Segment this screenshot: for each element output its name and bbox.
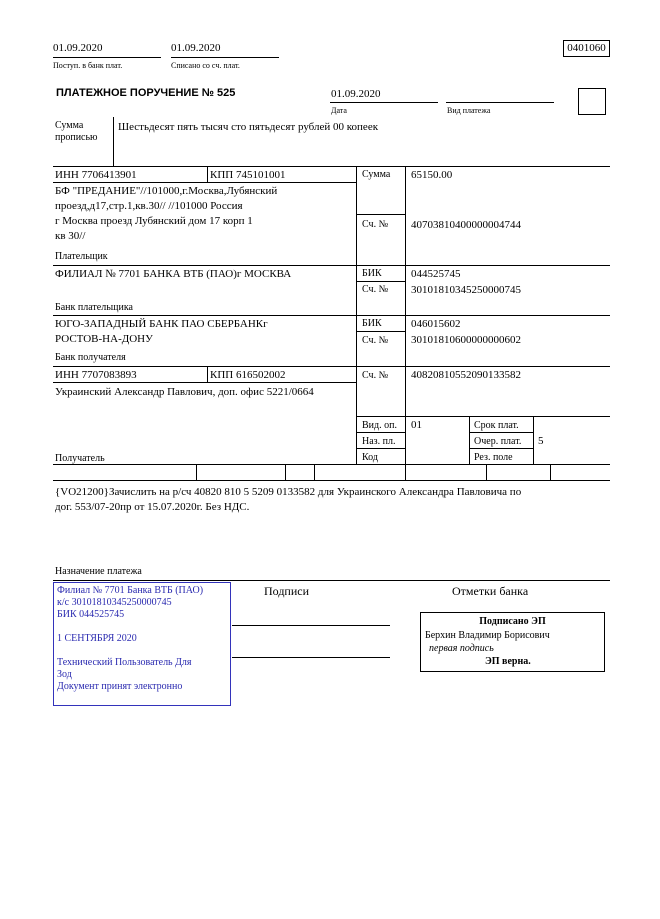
payer-account-label: Сч. №	[362, 219, 389, 230]
date-received: 01.09.2020	[53, 42, 103, 54]
payer-inn: ИНН 7706413901	[55, 169, 137, 181]
rez-label: Рез. поле	[474, 452, 513, 463]
purpose-line-2: дог. 553/07-20пр от 15.07.2020г. Без НДС.	[55, 501, 250, 513]
payer-bank-label: Банк плательщика	[55, 302, 133, 313]
purpose-line-1: {VO21200}Зачислить на р/сч 40820 810 5 5209 0133582 для Украинского Александра Павловича по	[55, 486, 522, 498]
date-debited: 01.09.2020	[171, 42, 221, 54]
payee-bank-name-2: РОСТОВ-НА-ДОНУ	[55, 333, 153, 345]
payer-name-3: г Москва проезд Лубянский дом 17 корп 1	[55, 215, 253, 227]
payee-bank-acc-label: Сч. №	[362, 335, 389, 346]
payee-bank-name-1: ЮГО-ЗАПАДНЫЙ БАНК ПАО СБЕРБАНКг	[55, 318, 268, 330]
payer-account: 40703810400000004744	[411, 219, 521, 231]
date-received-label: Поступ. в банк плат.	[53, 61, 123, 70]
stamp-line-4: 1 СЕНТЯБРЯ 2020	[57, 633, 137, 644]
kod-label: Код	[362, 452, 378, 463]
ep-name: Берхин Владимир Борисович	[425, 630, 550, 641]
document-date: 01.09.2020	[331, 88, 381, 100]
payee-name: Украинский Александр Павлович, доп. офис 5221/0664	[55, 386, 314, 398]
signatures-label: Подписи	[264, 584, 310, 598]
stamp-line-2: к/с 30101810345250000745	[57, 597, 172, 608]
ep-role: первая подпись	[429, 643, 494, 654]
date-debited-label: Списано со сч. плат.	[171, 61, 240, 70]
payer-kpp: КПП 745101001	[210, 169, 286, 181]
stamp-line-7: Документ принят электронно	[57, 681, 183, 692]
stamp-line-5: Технический Пользователь Для	[57, 657, 192, 668]
payee-bank-bik: 046015602	[411, 318, 461, 330]
stamp-line-6: Зод	[57, 669, 72, 680]
naz-label: Наз. пл.	[362, 436, 396, 447]
payer-bank-bik: 044525745	[411, 268, 461, 280]
payee-label: Получатель	[55, 453, 105, 464]
payment-type-box	[578, 88, 606, 115]
payee-acc-label: Сч. №	[362, 370, 389, 381]
payer-name-4: кв 30//	[55, 230, 86, 242]
payee-inn: ИНН 7707083893	[55, 369, 137, 381]
vid-op-value: 01	[411, 419, 422, 431]
payer-name-1: БФ "ПРЕДАНИЕ"//101000,г.Москва,Лубянский	[55, 185, 278, 197]
form-code: 0401060	[563, 40, 610, 57]
payer-name-2: проезд,д17,стр.1,кв.30// //101000 Россия	[55, 200, 243, 212]
stamp-line-3: БИК 044525745	[57, 609, 125, 620]
payment-type-label: Вид платежа	[447, 106, 491, 115]
amount-words-label-1: Сумма	[55, 120, 84, 131]
bank-marks-label: Отметки банка	[452, 584, 529, 598]
payee-bank-acc: 30101810600000000602	[411, 334, 521, 346]
ocher-value: 5	[538, 435, 544, 447]
amount-label: Сумма	[362, 169, 391, 180]
payer-bank-acc-label: Сч. №	[362, 284, 389, 295]
stamp-line-1: Филиал № 7701 Банка ВТБ (ПАО)	[57, 585, 204, 596]
payer-bank-name: ФИЛИАЛ № 7701 БАНКА ВТБ (ПАО)г МОСКВА	[55, 268, 292, 280]
payer-bank-bik-label: БИК	[362, 268, 382, 279]
payee-bank-label: Банк получателя	[55, 352, 126, 363]
ocher-label: Очер. плат.	[474, 436, 522, 447]
document-title: ПЛАТЕЖНОЕ ПОРУЧЕНИЕ № 525	[56, 87, 236, 99]
amount-words-label-2: прописью	[55, 132, 98, 143]
payer-label: Плательщик	[55, 251, 108, 262]
date-label: Дата	[331, 106, 347, 115]
amount-value: 65150.00	[411, 169, 453, 181]
vid-op-label: Вид. оп.	[362, 420, 397, 431]
payee-kpp: КПП 616502002	[210, 369, 286, 381]
payee-acc: 40820810552090133582	[411, 369, 521, 381]
ep-title: Подписано ЭП	[479, 616, 546, 627]
ep-valid: ЭП верна.	[485, 656, 531, 667]
payee-bank-bik-label: БИК	[362, 318, 382, 329]
bank-stamp	[53, 582, 231, 706]
srok-label: Срок плат.	[474, 420, 519, 431]
payer-bank-acc: 30101810345250000745	[411, 284, 521, 296]
purpose-label: Назначение платежа	[55, 566, 142, 577]
ep-box	[420, 612, 605, 672]
amount-words: Шестьдесят пять тысяч сто пятьдесят рублей 00 копеек	[118, 121, 379, 133]
